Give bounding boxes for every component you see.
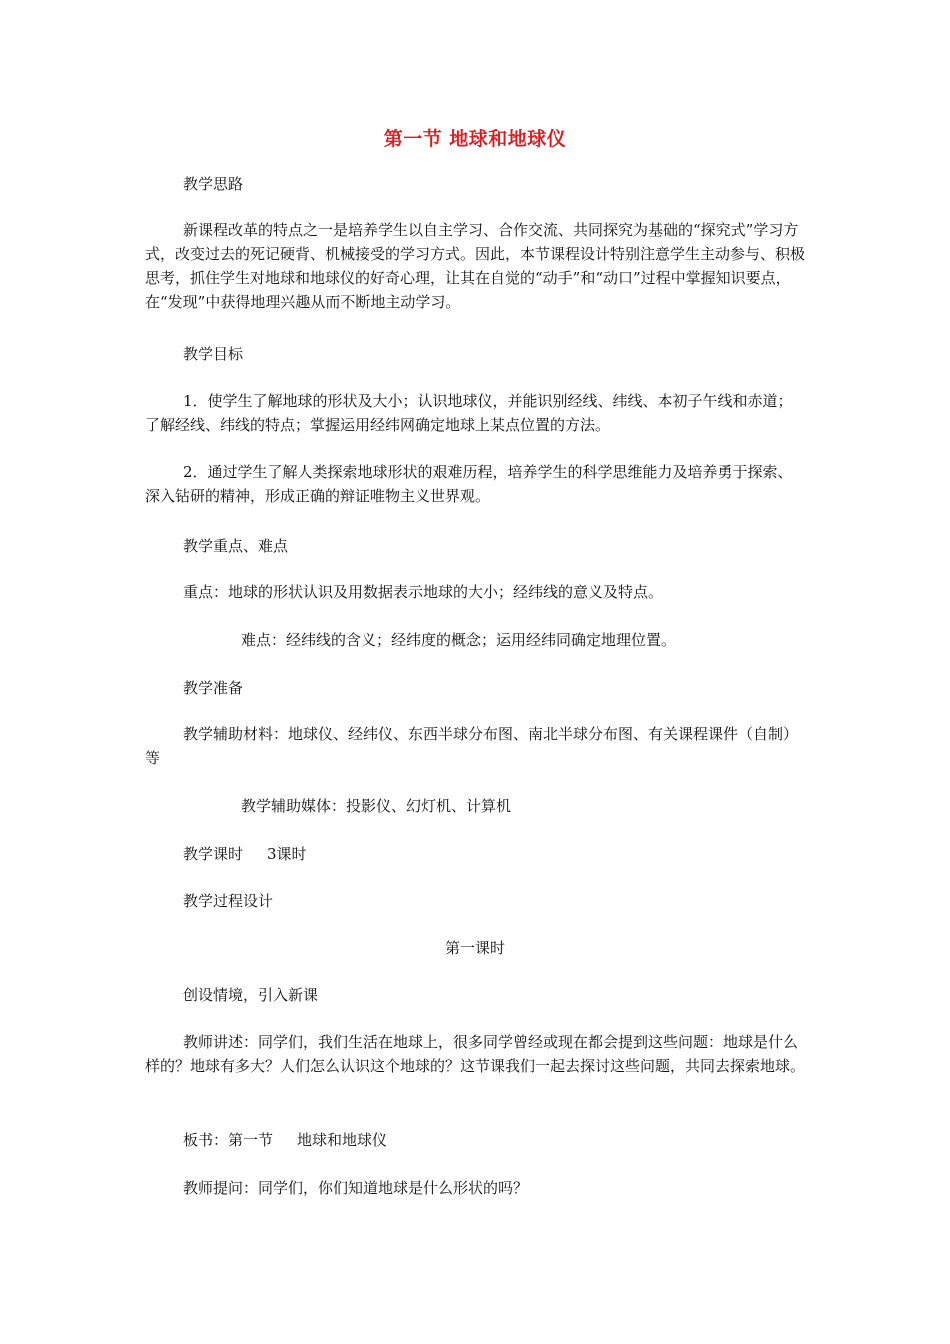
goals-heading: 教学目标 — [183, 345, 244, 363]
difficult-point-line: 难点：经纬线的含义；经纬度的概念；运用经纬同确定地理位置。 — [241, 631, 677, 649]
page-title: 第一节 地球和地球仪 — [383, 128, 567, 150]
prep-materials-paragraph: 教学辅助材料：地球仪、经纬仪、东西半球分布图、南北半球分布图、有关课程课件（自制）等 — [145, 725, 799, 767]
teacher-talk-paragraph: 教师讲述：同学们，我们生活在地球上，很多同学曾经或现在都会提到这些问题：地球是什么样的？地球有多大？人们怎么认识这个地球的？这节课我们一起去探讨这些问题，共同去探索地球。 — [145, 1033, 806, 1075]
goal-2-paragraph: 2．通过学生了解人类探索地球形状的艰难历程，培养学生的科学思维能力及培养勇于探索、深入钻研的精神，形成正确的辩证唯物主义世界观。 — [145, 463, 793, 505]
teaching-ideas-paragraph: 新课程改革的特点之一是培养学生以自主学习、合作交流、共同探究为基础的“探究式”学习方式，改变过去的死记硬背、机械接受的学习方式。因此，本节课程设计特别注意学生主动参与、积极思考，抓住学生对地球和地球仪的好奇心理，让其在自觉的“动手”和“动口”过程中掌握知识要点，在“发现”中获得地理兴趣从而不断地主动学习。 — [145, 221, 806, 311]
board-label: 板书：第一节 — [183, 1131, 274, 1149]
goal-1-paragraph: 1．使学生了解地球的形状及大小；认识地球仪，并能识别经线、纬线、本初子午线和赤道；了解经线、纬线的特点；掌握运用经纬网确定地球上某点位置的方法。 — [145, 392, 793, 434]
process-heading: 教学过程设计 — [183, 892, 274, 910]
lesson-one-heading: 第一课时 — [444, 939, 505, 957]
hours-value: 3课时 — [267, 845, 307, 863]
prep-heading: 教学准备 — [183, 679, 244, 697]
board-line — [183, 1128, 387, 1152]
prep-media-line: 教学辅助媒体：投影仪、幻灯机、计算机 — [241, 797, 512, 815]
key-points-heading: 教学重点、难点 — [183, 537, 289, 555]
board-value: 地球和地球仪 — [297, 1131, 388, 1149]
teacher-question-line: 教师提问：同学们，你们知道地球是什么形状的吗？ — [183, 1179, 529, 1197]
hours-label: 教学课时 — [183, 845, 244, 863]
teaching-ideas-heading: 教学思路 — [183, 175, 244, 193]
hours-line — [183, 842, 307, 866]
key-point-line: 重点：地球的形状认识及用数据表示地球的大小；经纬线的意义及特点。 — [183, 583, 664, 601]
intro-heading: 创设情境，引入新课 — [183, 986, 319, 1004]
